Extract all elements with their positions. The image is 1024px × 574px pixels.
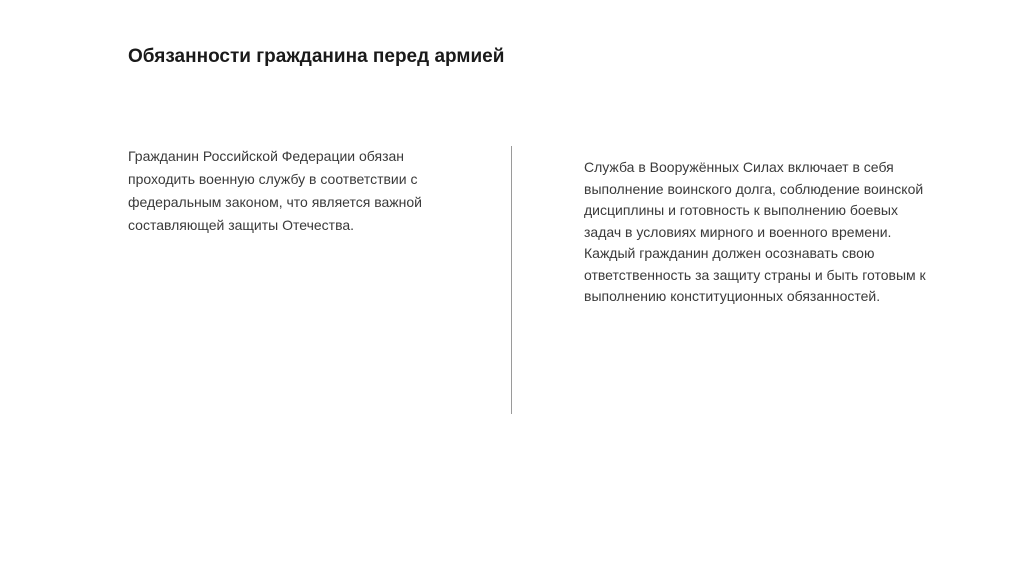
column-divider [511, 146, 512, 414]
slide-title: Обязанности гражданина перед армией [128, 46, 505, 67]
right-column-text: Служба в Вооружённых Силах включает в себя выполнение воинского долга, соблюдение воинской дисциплины и готовность к выполнению боевых задач в условиях мирного и военного времени. Каждый гражданин должен осознавать свою ответственность за защиту страны и быть готовым к выполнению конституционных обязанностей. [584, 159, 926, 304]
left-column-text: Гражданин Российской Федерации обязан проходить военную службу в соответствии с федеральным законом, что является важной составляющей защиты Отечества. [128, 148, 422, 233]
